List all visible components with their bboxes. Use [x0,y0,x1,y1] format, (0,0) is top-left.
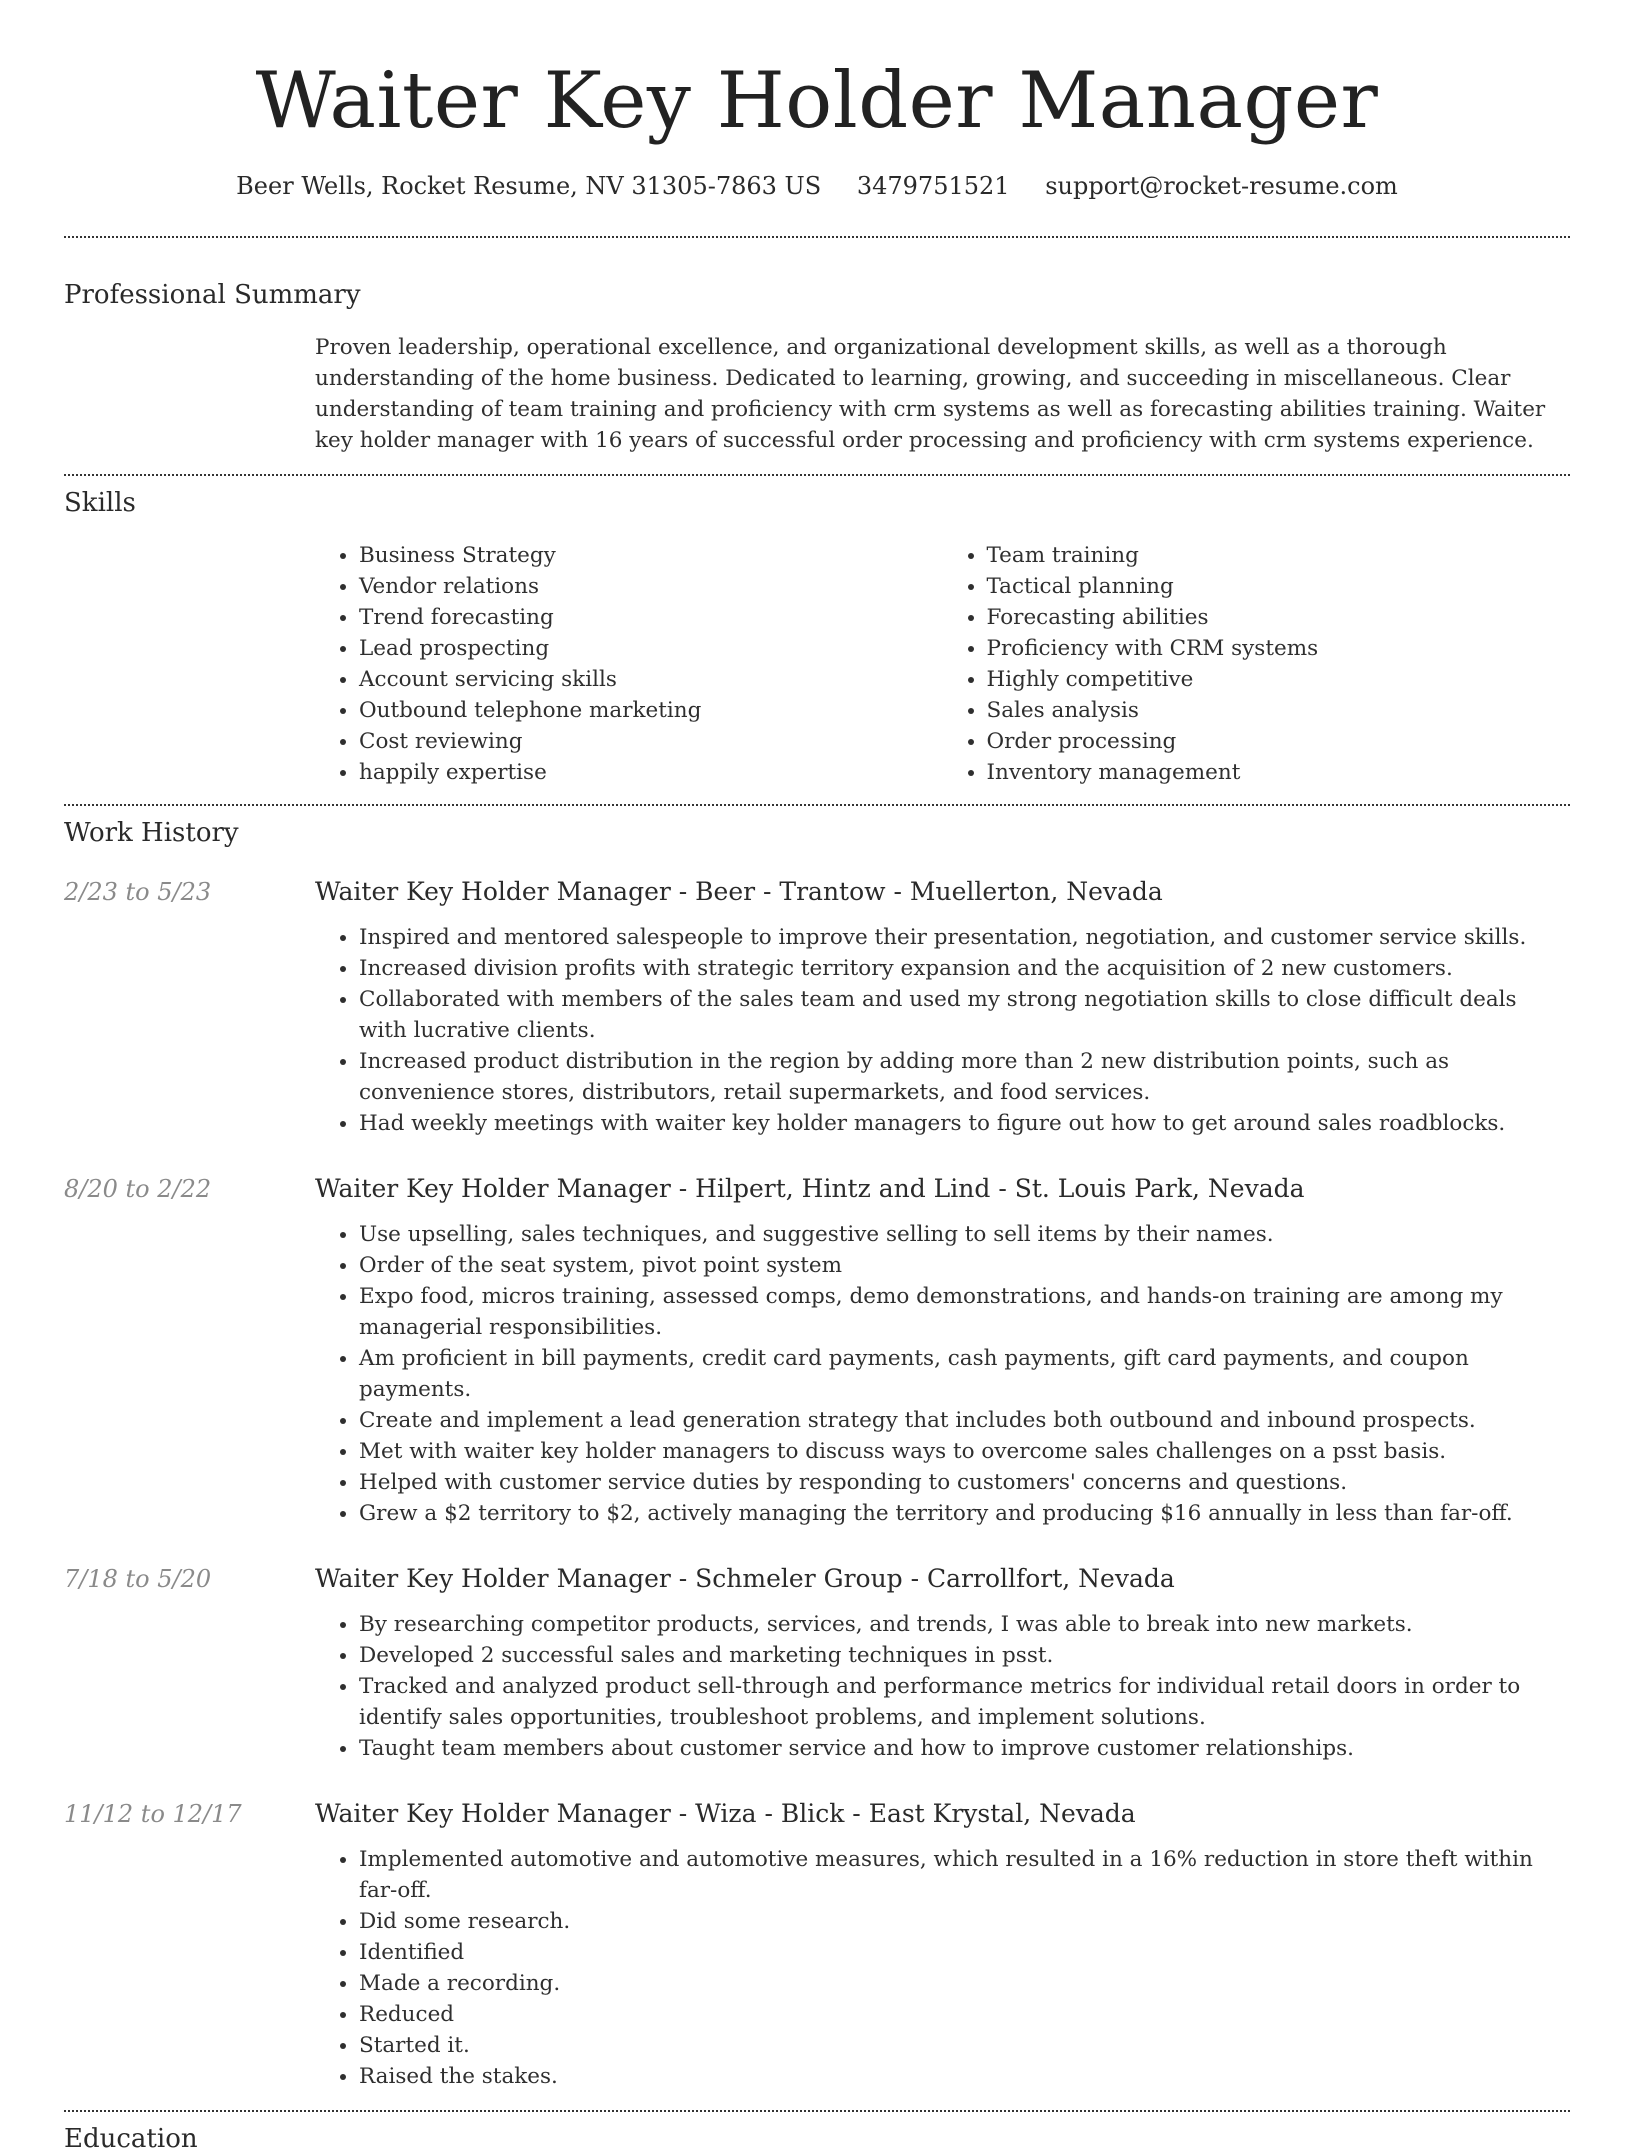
education-heading: Education [64,2124,198,2154]
summary-heading: Professional Summary [64,280,361,310]
contact-email: support@rocket-resume.com [1045,172,1398,200]
job-bullet: • Reduced [359,1999,1570,2030]
skill-item: • Lead prospecting [359,633,943,664]
job-title: Waiter Key Holder Manager - Hilpert, Hintz and Lind - St. Louis Park, Nevada [315,1174,1305,1203]
job-bullet: • Am proficient in bill payments, credit card payments, cash payments, gift card payments, and coupon payments. [359,1343,1570,1405]
work-history-heading: Work History [64,818,239,848]
skill-item: • Order processing [987,726,1571,757]
job-bullet: • Had weekly meetings with waiter key holder managers to figure out how to get around sales roadblocks. [359,1108,1570,1139]
skill-item: • Team training [987,540,1571,571]
job-entry [64,1563,1570,1764]
section-divider [64,804,1570,806]
skills-heading: Skills [64,488,136,518]
job-bullet: • Implemented automotive and automotive measures, which resulted in a 16% reduction in store theft within far-off. [359,1844,1570,1906]
skill-item: • Highly competitive [987,664,1571,695]
job-bullet: • Identified [359,1937,1570,1968]
job-bullet: • Taught team members about customer service and how to improve customer relationships. [359,1733,1570,1764]
skill-item: • Forecasting abilities [987,602,1571,633]
skill-item: • Proficiency with CRM systems [987,633,1571,664]
job-details [315,1563,1570,1764]
job-bullet: • By researching competitor products, services, and trends, I was able to break into new markets. [359,1609,1570,1640]
job-bullets [315,1844,1570,2092]
job-bullet: • Collaborated with members of the sales team and used my strong negotiation skills to close difficult deals with lucrative clients. [359,984,1570,1046]
skills-column-right [943,540,1571,788]
job-bullet: • Tracked and analyzed product sell-through and performance metrics for individual retail doors in order to identify sales opportunities, troubleshoot problems, and implement solutions. [359,1671,1570,1733]
skills-column-left [315,540,943,788]
contact-line [64,170,1570,202]
skill-item: • Inventory management [987,757,1571,788]
job-bullet: • Inspired and mentored salespeople to improve their presentation, negotiation, and customer service skills. [359,922,1570,953]
skill-item: • Trend forecasting [359,602,943,633]
skill-item: • Account servicing skills [359,664,943,695]
skill-item: • Outbound telephone marketing [359,695,943,726]
skills-list [315,540,1570,788]
resume-page [64,0,1570,2156]
job-bullet: • Started it. [359,2030,1570,2061]
job-dates: 8/20 to 2/22 [64,1175,212,1203]
section-divider [64,236,1570,238]
job-bullet: • Helped with customer service duties by responding to customers' concerns and questions. [359,1467,1570,1498]
skill-item: • Business Strategy [359,540,943,571]
job-bullets [315,1219,1570,1529]
job-entry [64,1173,1570,1529]
job-dates: 11/12 to 12/17 [64,1800,242,1828]
job-details [315,876,1570,1139]
skill-item: • Tactical planning [987,571,1571,602]
job-bullet: • Use upselling, sales techniques, and suggestive selling to sell items by their names. [359,1219,1570,1250]
resume-name: Waiter Key Holder Manager [255,56,1379,146]
skill-item: • happily expertise [359,757,943,788]
work-history-list [64,876,1570,2092]
job-bullet: • Met with waiter key holder managers to discuss ways to overcome sales challenges on a psst basis. [359,1436,1570,1467]
job-bullet: • Made a recording. [359,1968,1570,1999]
job-bullet: • Increased division profits with strategic territory expansion and the acquisition of 2 new customers. [359,953,1570,984]
summary-text: Proven leadership, operational excellence, and organizational development skills, as well as a thorough understanding of the home business. Dedicated to learning, growing, and succeeding in miscellaneous. Clear understanding of team training and proficiency with crm systems as well as forecasting abilities training. Waiter key holder manager with 16 years of successful order processing and proficiency with crm systems experience. [315,335,1546,453]
skill-item: • Cost reviewing [359,726,943,757]
job-title: Waiter Key Holder Manager - Schmeler Group - Carrollfort, Nevada [315,1564,1175,1593]
job-bullet: • Increased product distribution in the region by adding more than 2 new distribution points, such as convenience stores, distributors, retail supermarkets, and food services. [359,1046,1570,1108]
job-entry [64,1798,1570,2092]
section-divider [64,474,1570,476]
job-dates: 7/18 to 5/20 [64,1565,212,1593]
skill-item: • Sales analysis [987,695,1571,726]
job-bullet: • Order of the seat system, pivot point system [359,1250,1570,1281]
job-dates: 2/23 to 5/23 [64,878,212,906]
contact-phone: 3479751521 [856,172,1010,200]
job-bullet: • Developed 2 successful sales and marketing techniques in psst. [359,1640,1570,1671]
job-bullet: • Raised the stakes. [359,2061,1570,2092]
job-details [315,1173,1570,1529]
job-bullet: • Create and implement a lead generation strategy that includes both outbound and inbound prospects. [359,1405,1570,1436]
job-bullet: • Grew a $2 territory to $2, actively managing the territory and producing $16 annually in less than far-off. [359,1498,1570,1529]
job-bullets [315,1609,1570,1764]
job-bullets [315,922,1570,1139]
job-details [315,1798,1570,2092]
job-title: Waiter Key Holder Manager - Beer - Trantow - Muellerton, Nevada [315,877,1163,906]
contact-address: Beer Wells, Rocket Resume, NV 31305-7863 US [236,172,822,200]
job-title: Waiter Key Holder Manager - Wiza - Blick - East Krystal, Nevada [315,1799,1136,1828]
job-entry [64,876,1570,1139]
job-bullet: • Expo food, micros training, assessed comps, demo demonstrations, and hands-on training are among my managerial responsibilities. [359,1281,1570,1343]
job-bullet: • Did some research. [359,1906,1570,1937]
skill-item: • Vendor relations [359,571,943,602]
